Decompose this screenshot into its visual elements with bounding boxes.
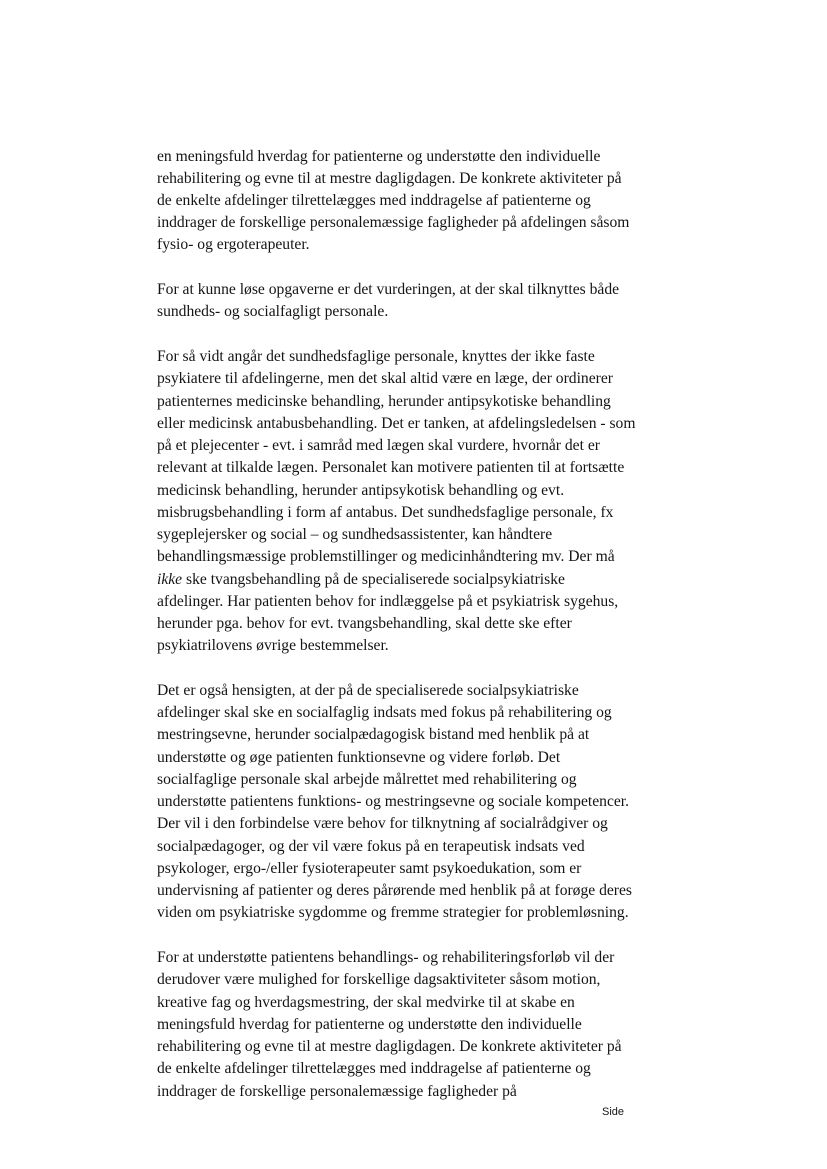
paragraph-3-line: psykiatere til afdelingerne, men det skal altid være en læge, der ordinerer bbox=[157, 370, 613, 387]
paragraph-1-line: de enkelte afdelinger tilrettelægges med inddragelse af patienterne og bbox=[157, 192, 591, 209]
paragraph-4-line: mestringsevne, herunder socialpædagogisk bistand med henblik på at bbox=[157, 726, 590, 743]
paragraph-2-line: For at kunne løse opgaverne er det vurderingen, at der skal tilknyttes både bbox=[157, 281, 620, 298]
paragraph-3-line: sygeplejersker og social – og sundhedsassistenter, kan håndtere bbox=[157, 526, 553, 543]
paragraph-3-line: patienternes medicinske behandling, herunder antipsykotiske behandling bbox=[157, 393, 611, 410]
paragraph-3-line: eller medicinsk antabusbehandling. Det er tanken, at afdelingsledelsen - som bbox=[157, 415, 636, 432]
paragraph-1-line: en meningsfuld hverdag for patienterne og understøtte den individuelle bbox=[157, 148, 601, 165]
paragraph-4-line: understøtte og øge patienten funktionsevne og videre forløb. Det bbox=[157, 749, 561, 766]
paragraph-5-line: rehabilitering og evne til at mestre dagligdagen. De konkrete aktiviteter på bbox=[157, 1038, 622, 1055]
paragraph-3-line: relevant at tilkalde lægen. Personalet kan motivere patienten til at fortsætte bbox=[157, 459, 625, 476]
paragraph-4-line: viden om psykiatriske sygdomme og fremme strategier for problemløsning. bbox=[157, 904, 629, 921]
paragraph-4-line: undervisning af patienter og deres pårørende med henblik på at forøge deres bbox=[157, 882, 632, 899]
paragraph-5-line: derudover være mulighed for forskellige dagsaktiviteter såsom motion, bbox=[157, 971, 601, 988]
paragraph-3-line: på et plejecenter - evt. i samråd med lægen skal vurdere, hvornår det er bbox=[157, 437, 600, 454]
paragraph-3-line-emphasis bbox=[157, 569, 565, 591]
paragraph-2-line: sundheds- og socialfagligt personale. bbox=[157, 303, 389, 320]
paragraph-3-line: For så vidt angår det sundhedsfaglige personale, knyttes der ikke faste bbox=[157, 348, 595, 365]
paragraph-4-line: psykologer, ergo-/eller fysioterapeuter samt psykoedukation, som er bbox=[157, 860, 582, 877]
paragraph-5-line: inddrager de forskellige personalemæssige fagligheder på bbox=[157, 1083, 517, 1100]
paragraph-4-line: socialpædagoger, og der vil være fokus på en terapeutisk indsats ved bbox=[157, 838, 585, 855]
paragraph-4-line: understøtte patientens funktions- og mestringsevne og sociale kompetencer. bbox=[157, 793, 630, 810]
page-footer-label: Side bbox=[602, 1106, 625, 1118]
paragraph-1-line: fysio- og ergoterapeuter. bbox=[157, 236, 310, 253]
paragraph-5-line: For at understøtte patientens behandlings- og rehabiliteringsforløb vil der bbox=[157, 949, 615, 966]
paragraph-1-line: rehabilitering og evne til at mestre dagligdagen. De konkrete aktiviteter på bbox=[157, 170, 622, 187]
paragraph-3-line: psykiatrilovens øvrige bestemmelser. bbox=[157, 637, 389, 654]
paragraph-4-line: Det er også hensigten, at der på de specialiserede socialpsykiatriske bbox=[157, 682, 579, 699]
paragraph-3-line: afdelinger. Har patienten behov for indlæggelse på et psykiatrisk sygehus, bbox=[157, 593, 619, 610]
emphasis-word: ikke bbox=[157, 571, 183, 588]
paragraph-3-line: herunder pga. behov for evt. tvangsbehandling, skal dette ske efter bbox=[157, 615, 572, 632]
line-remainder: ske tvangsbehandling på de specialiserede socialpsykiatriske bbox=[186, 571, 565, 588]
paragraph-5-line: kreative fag og hverdagsmestring, der skal medvirke til at skabe en bbox=[157, 994, 575, 1011]
paragraph-1-line: inddrager de forskellige personalemæssige fagligheder på afdelingen såsom bbox=[157, 214, 630, 231]
paragraph-5-line: meningsfuld hverdag for patienterne og understøtte den individuelle bbox=[157, 1016, 582, 1033]
paragraph-3-line: misbrugsbehandling i form af antabus. Det sundhedsfaglige personale, fx bbox=[157, 504, 614, 521]
paragraph-4-line: socialfaglige personale skal arbejde målrettet med rehabilitering og bbox=[157, 771, 577, 788]
paragraph-3-line: behandlingsmæssige problemstillinger og medicinhåndtering mv. Der må bbox=[157, 548, 615, 565]
paragraph-5-line: de enkelte afdelinger tilrettelægges med inddragelse af patienterne og bbox=[157, 1060, 591, 1077]
paragraph-4-line: Der vil i den forbindelse være behov for tilknytning af socialrådgiver og bbox=[157, 815, 608, 832]
paragraph-4-line: afdelinger skal ske en socialfaglig indsats med fokus på rehabilitering og bbox=[157, 704, 612, 721]
paragraph-3-line: medicinsk behandling, herunder antipsykotisk behandling og evt. bbox=[157, 482, 565, 499]
